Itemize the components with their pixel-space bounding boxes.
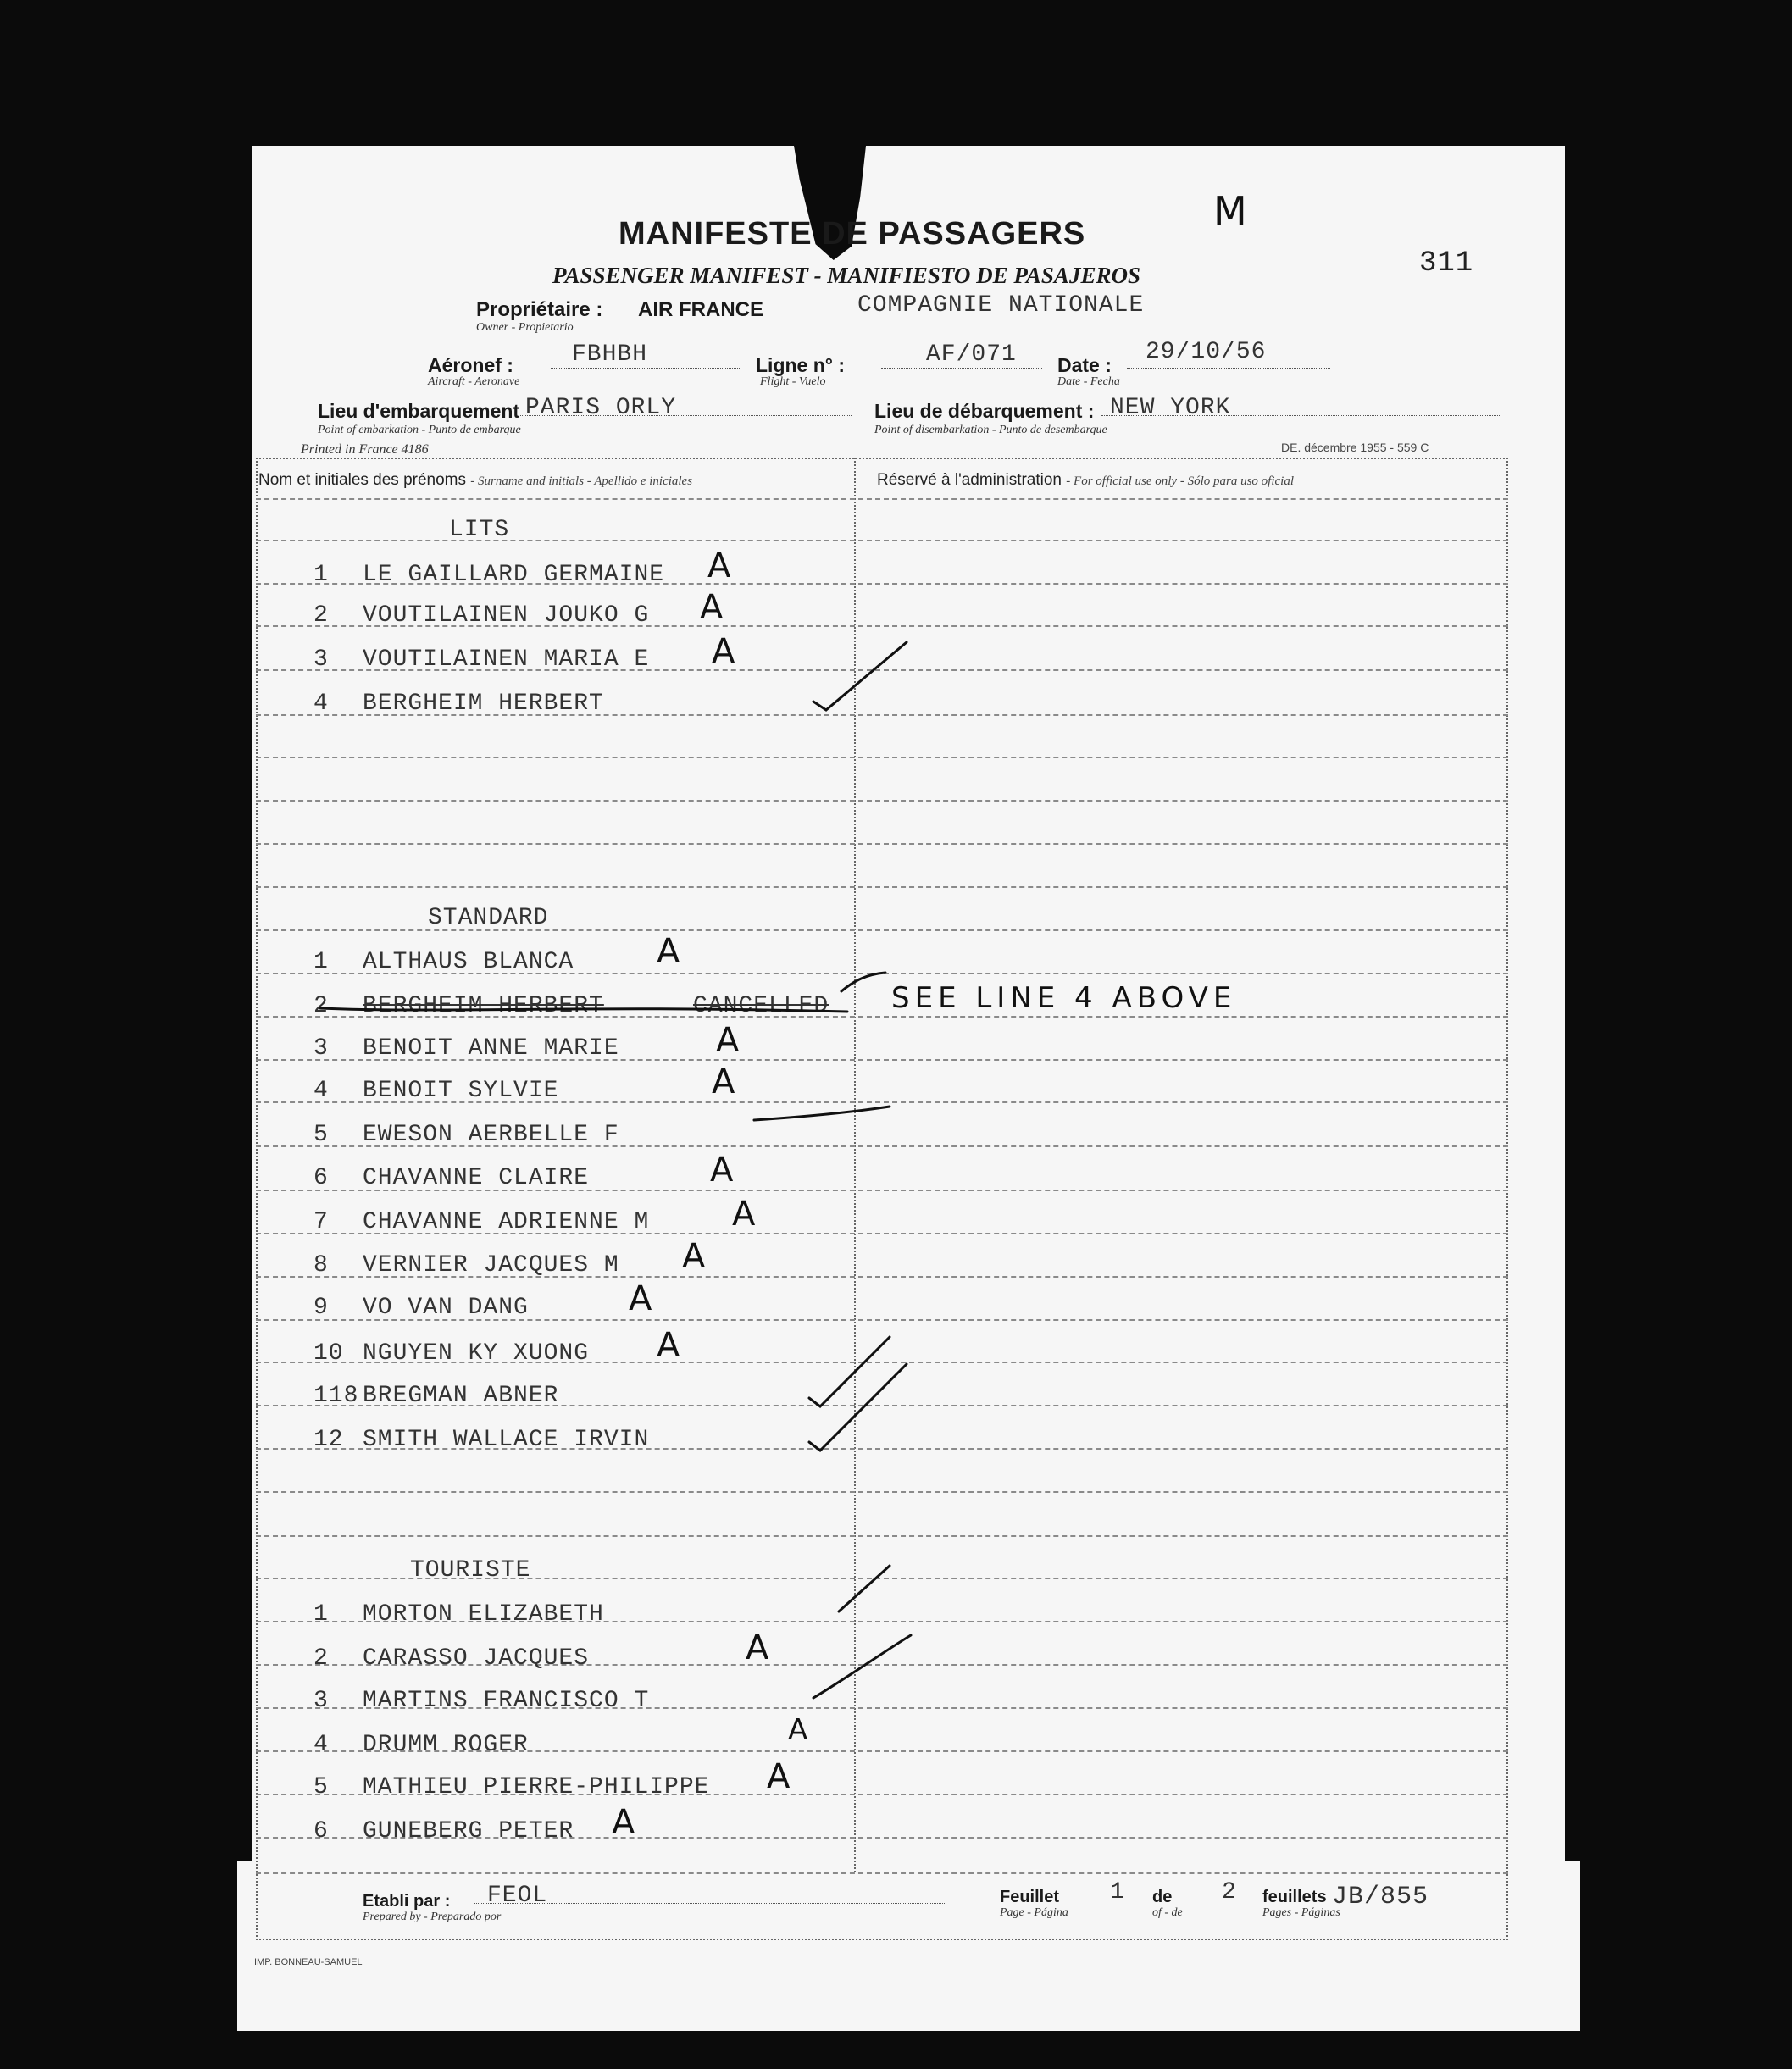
passenger-number: 1 [313,1601,329,1628]
passenger-mark: A [767,1757,791,1796]
passenger-name: BENOIT ANNE MARIE [363,1035,619,1062]
passenger-mark: A [682,1237,706,1276]
owner-value: AIR FRANCE [638,298,763,321]
passenger-mark: A [712,1062,735,1101]
passenger-name: VERNIER JACQUES M [363,1252,619,1279]
passenger-number: 5 [313,1122,329,1148]
passenger-name: SMITH WALLACE IRVIN [363,1427,650,1453]
check-mark-icon [813,1635,911,1698]
passenger-number: 118 [313,1383,359,1409]
owner-sublabel: Owner - Propietario [476,321,574,334]
corner-mark: M [1213,188,1247,234]
check-mark-icon [809,1337,890,1406]
passenger-name: BERGHEIM HERBERT [363,691,604,717]
section-title-lits: LITS [449,517,510,543]
sheet-sublabel: Page - Página [1000,1906,1068,1919]
passenger-number: 4 [313,1732,329,1758]
passenger-mark: A [788,1713,808,1747]
passenger-name: CHAVANNE CLAIRE [363,1165,590,1191]
passenger-name: MARTINS FRANCISCO T [363,1688,650,1714]
passenger-number: 1 [313,949,329,975]
sheet-label: Feuillet [1000,1888,1060,1906]
passenger-number: 3 [313,646,329,673]
prepared-sublabel: Prepared by - Preparado por [363,1911,502,1923]
date-sublabel: Date - Fecha [1057,375,1120,388]
passenger-name: BENOIT SYLVIE [363,1078,559,1104]
of-label: de [1152,1888,1173,1906]
passenger-number: 7 [313,1209,329,1235]
passenger-name: VOUTILAINEN JOUKO G [363,602,650,629]
passenger-mark: A [716,1021,740,1060]
disembark-sublabel: Point of disembarkation - Punto de desembarque [874,424,1107,436]
sheets-label: feuillets [1262,1888,1327,1906]
embark-value: PARIS ORLY [525,395,677,421]
check-mark-icon [839,1566,890,1611]
passenger-number: 3 [313,1688,329,1714]
passenger-number: 9 [313,1295,329,1321]
passenger-name: MATHIEU PIERRE-PHILIPPE [363,1774,710,1800]
printed-in: Printed in France 4186 [301,442,429,457]
passenger-name: EWESON AERBELLE F [363,1122,619,1148]
passenger-number: 12 [313,1427,344,1453]
embark-sublabel: Point of embarkation - Punto de embarque [318,424,521,436]
aircraft-value: FBHBH [572,341,648,368]
passenger-name: VO VAN DANG [363,1295,529,1321]
passenger-mark: A [629,1279,652,1318]
aircraft-sublabel: Aircraft - Aeronave [428,375,520,388]
passenger-number: 4 [313,691,329,717]
column-header-names-label: Nom et initiales des prénoms [258,471,466,489]
check-mark-icon [809,1364,907,1451]
passenger-number: 2 [313,602,329,629]
check-mark-icon [813,642,907,710]
manifest-title: MANIFESTE DE PASSAGERS [619,216,1086,252]
passenger-number: 6 [313,1165,329,1191]
passenger-number: 2 [313,993,329,1019]
of-sublabel: of - de [1152,1906,1183,1919]
passenger-number: 6 [313,1818,329,1844]
passenger-mark: A [707,546,731,585]
prepared-underline [474,1903,945,1904]
printer-credit: IMP. BONNEAU-SAMUEL [254,1957,363,1967]
sheets-sublabel: Pages - Páginas [1262,1906,1340,1919]
passenger-number: 5 [313,1774,329,1800]
passenger-number: 1 [313,562,329,588]
aircraft-label: Aéronef : [428,354,513,376]
column-header-admin-sub: - For official use only - Sólo para uso oficial [1066,474,1295,488]
passenger-mark: A [612,1803,635,1842]
passenger-mark: A [657,932,680,971]
page-number: 311 [1419,247,1474,280]
embark-label: Lieu d'embarquement [318,400,520,422]
passenger-number: 10 [313,1340,344,1367]
cancelled-stamp: CANCELLED [693,993,829,1019]
see-line-annotation: SEE LINE 4 ABOVE [891,981,1237,1015]
flight-sublabel: Flight - Vuelo [760,375,826,388]
reference-number: JB/855 [1332,1883,1429,1911]
form-code: DE. décembre 1955 - 559 C [1281,441,1429,454]
prepared-label: Etabli par : [363,1892,451,1911]
passenger-name: BERGHEIM HERBERT [363,993,604,1019]
passenger-number: 2 [313,1645,329,1672]
disembark-label: Lieu de débarquement : [874,400,1095,422]
passenger-mark: A [712,632,735,671]
disembark-value: NEW YORK [1110,395,1231,421]
passenger-mark: A [746,1628,769,1667]
manifest-subtitle: PASSENGER MANIFEST - MANIFIESTO DE PASAJEROS [552,263,1140,288]
sheet-value: 1 [1110,1879,1125,1905]
passenger-name: BREGMAN ABNER [363,1383,559,1409]
passenger-name: CARASSO JACQUES [363,1645,590,1672]
check-mark-icon [841,973,885,991]
passenger-number: 4 [313,1078,329,1104]
owner-label: Propriétaire : [476,298,603,321]
passenger-name: CHAVANNE ADRIENNE M [363,1209,650,1235]
passenger-name: MORTON ELIZABETH [363,1601,604,1628]
passenger-number: 3 [313,1035,329,1062]
passenger-mark: A [710,1151,734,1190]
passenger-name: NGUYEN KY XUONG [363,1340,590,1367]
strike-line [320,1008,847,1012]
column-header-admin-label: Réservé à l'administration [877,471,1062,489]
date-value: 29/10/56 [1146,339,1267,365]
column-header-names-sub: - Surname and initials - Apellido e iniciales [470,474,693,488]
passenger-name: ALTHAUS BLANCA [363,949,574,975]
passenger-name: VOUTILAINEN MARIA E [363,646,650,673]
passenger-mark: A [657,1326,680,1365]
section-title-standard: STANDARD [428,905,549,931]
owner-typed: COMPAGNIE NATIONALE [857,292,1145,319]
of-value: 2 [1222,1879,1237,1905]
passenger-mark: A [732,1195,756,1234]
date-label: Date : [1057,354,1112,376]
passenger-name: GUNEBERG PETER [363,1818,574,1844]
prepared-value: FEOL [487,1883,548,1909]
passenger-mark: A [700,588,724,627]
flight-value: AF/071 [926,341,1017,368]
check-mark-icon [754,1107,890,1120]
passenger-number: 8 [313,1252,329,1279]
flight-label: Ligne n° : [756,354,846,376]
section-title-touriste: TOURISTE [410,1557,531,1584]
passenger-name: DRUMM ROGER [363,1732,529,1758]
passenger-name: LE GAILLARD GERMAINE [363,562,665,588]
